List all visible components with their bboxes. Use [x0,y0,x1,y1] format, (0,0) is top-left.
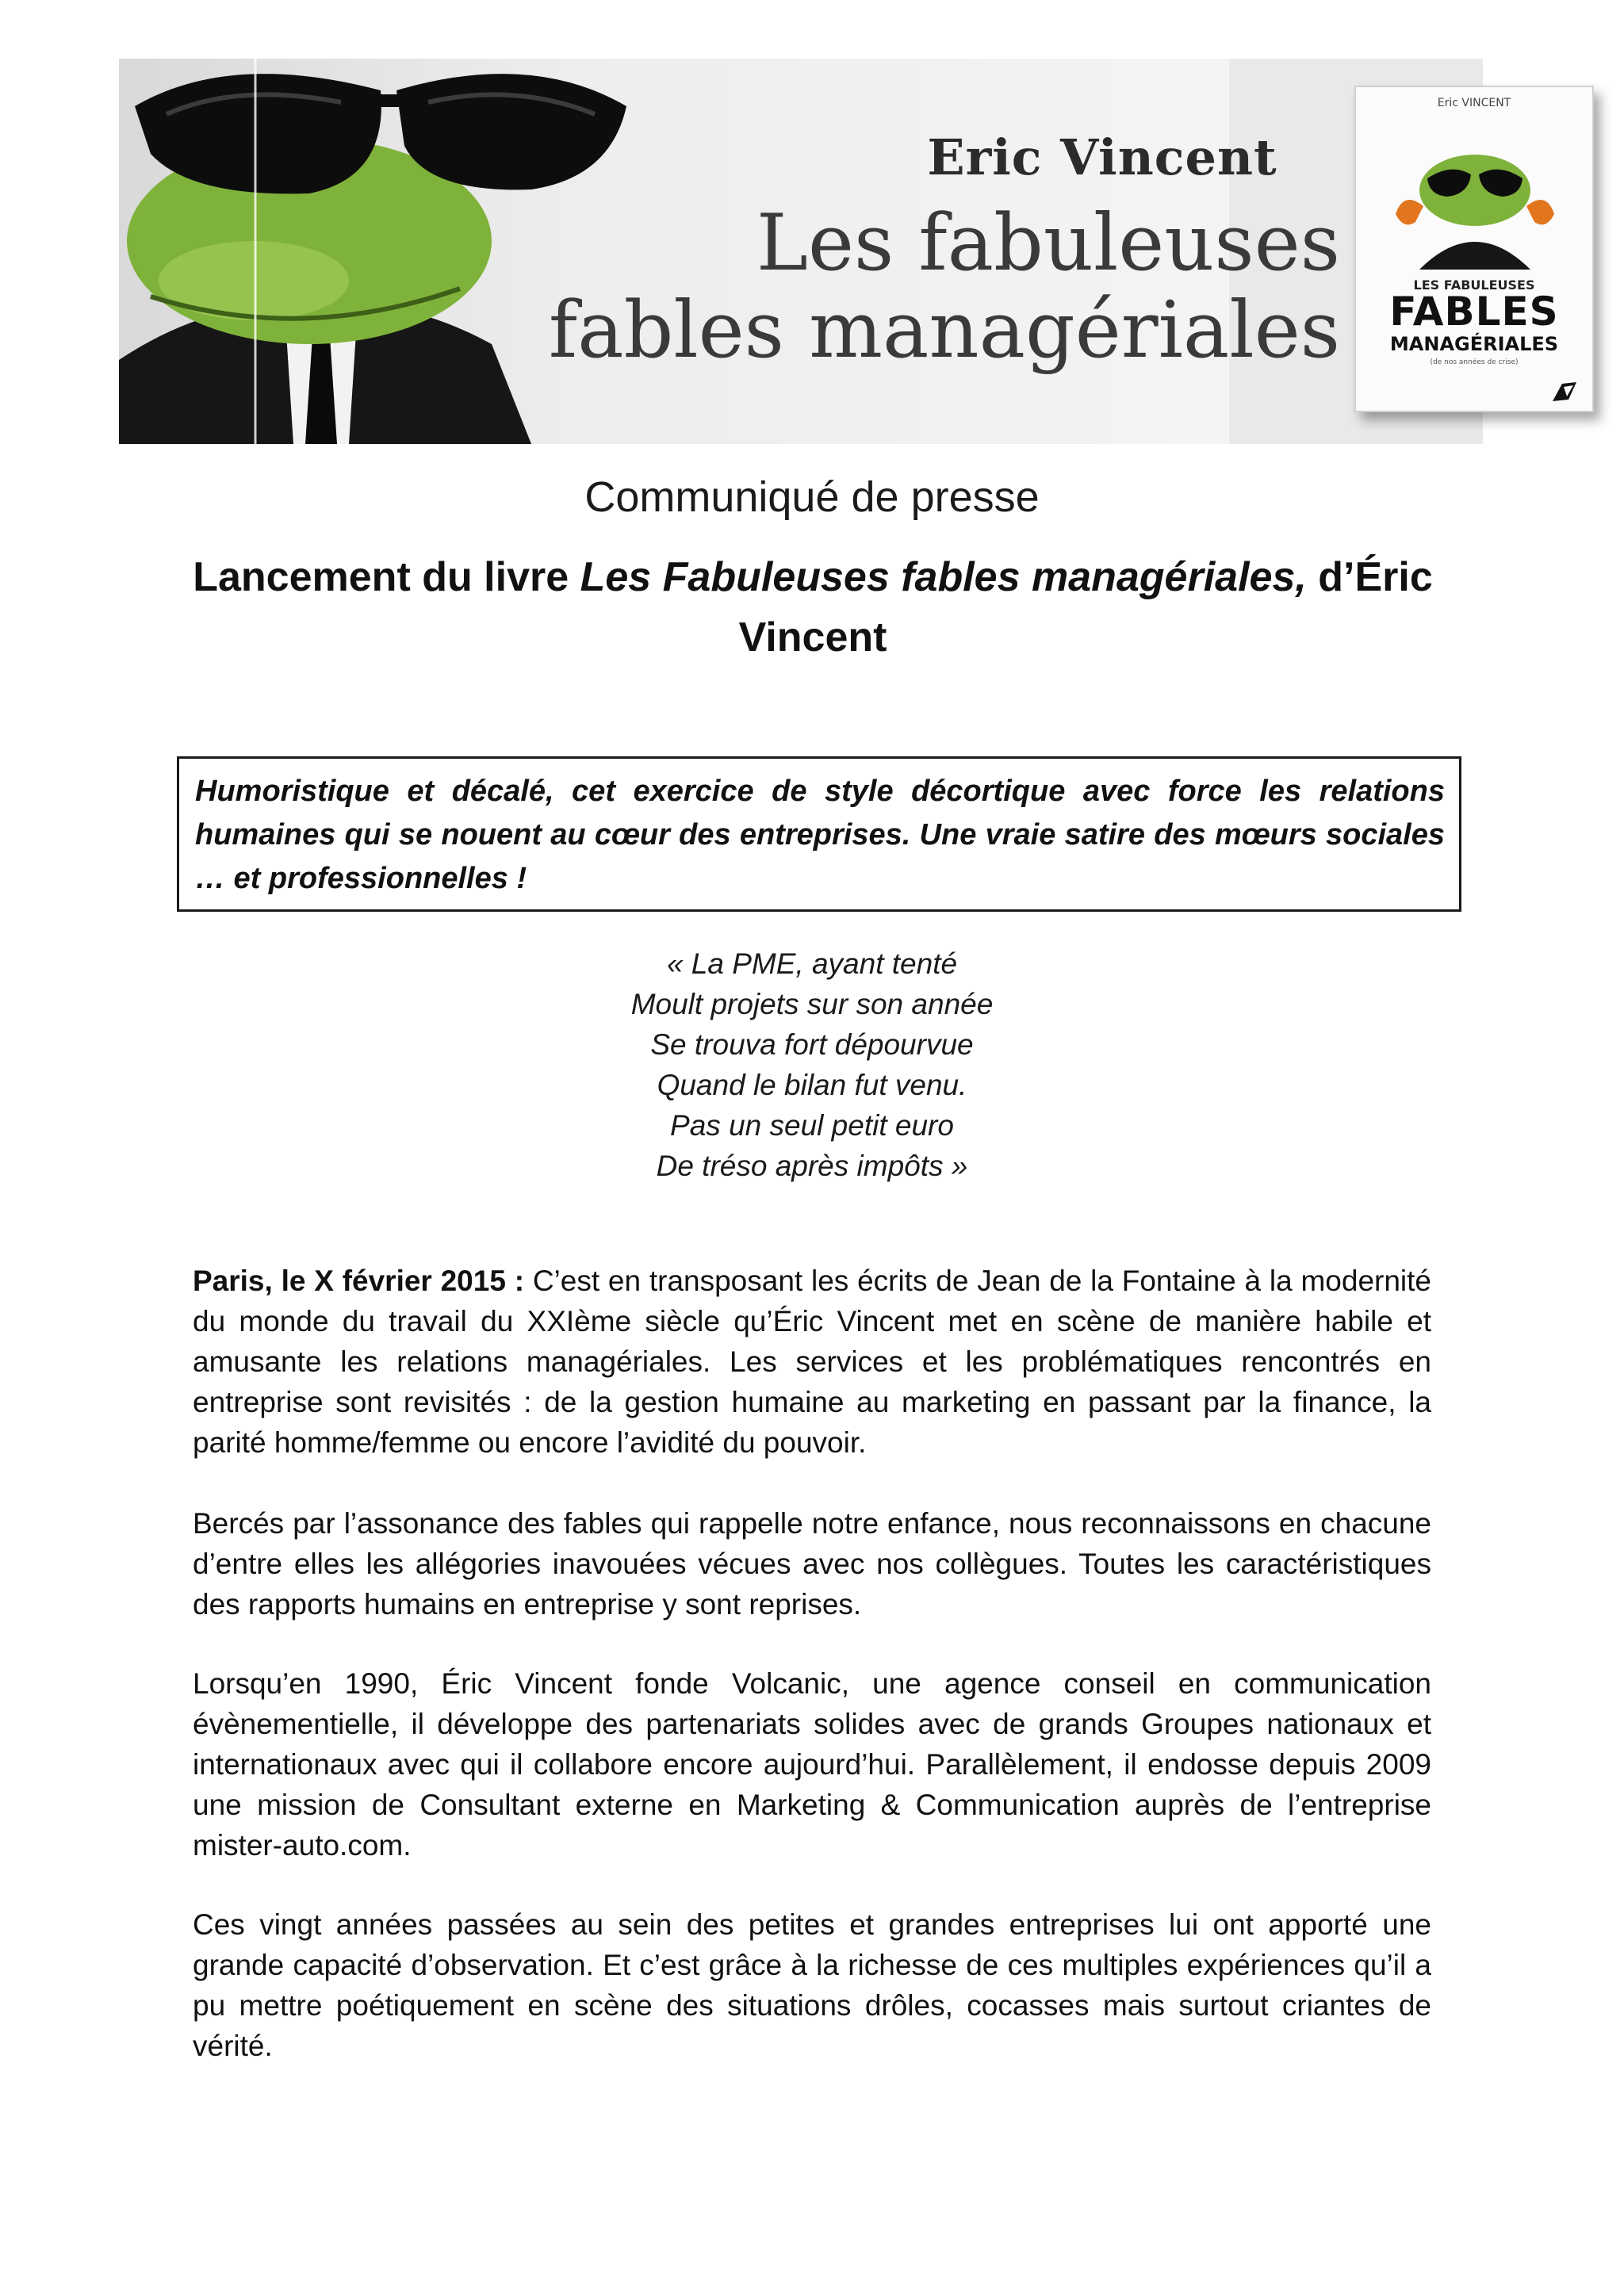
frog-with-sunglasses-illustration [119,59,690,444]
book-cover-image [1354,86,1594,412]
cover-author: Eric VINCENT [1437,97,1511,109]
banner-title-line-2: fables managériales [548,285,1340,376]
poem-line: Quand le bilan fut venu. [657,1069,967,1101]
headline [167,547,1459,668]
poem-line: Pas un seul petit euro [670,1109,954,1142]
cover-title-big: FABLES [1389,289,1559,335]
poem-excerpt [0,943,1624,1186]
lead-box [177,756,1461,912]
banner-author-name: Eric Vincent [927,128,1277,186]
right-claw-icon [1526,200,1554,224]
headline-book-title: Les Fabuleuses fables managériales, [580,554,1307,600]
poem-line: Se trouva fort dépourvue [650,1028,974,1061]
body-paragraph-2: Bercés par l’assonance des fables qui rappelle notre enfance, nous reconnaissons en chacune d’entre elles les allégories inavouées vécues avec nos collègues. Toutes les caractéristiques des rapports humains en entreprise y sont reprises. [193,1507,1431,1621]
left-claw-icon [1396,200,1423,224]
lead-text: Humoristique et décalé, cet exercice de style décortique avec force les relations humaines qui se nouent au cœur des entreprises. Une vraie satire des mœurs sociales … et professionnelles ! [195,775,1445,895]
body-paragraph-4: Ces vingt années passées au sein des petites et grandes entreprises lui ont apporté une grande capacité d’observation. Et c’est grâce à la richesse de ces multiples expériences qu’il a pu mettre poétiquement en scène des situations drôles, cocasses mais surtout criantes de vérité. [193,1908,1431,2062]
banner-title-line-1: Les fabuleuses [756,198,1340,289]
cover-title-mid: MANAGÉRIALES [1389,333,1559,355]
cover-title-small: LES FABULEUSES [1413,277,1535,293]
cover-subtitle: (de nos années de crise) [1430,358,1519,366]
cover-frog-illustration [1380,119,1570,270]
header-banner [119,59,1559,444]
body-paragraph-3: Lorsqu’en 1990, Éric Vincent fonde Volcanic, une agence conseil en communication évènementielle, il développe des partenariats solides avec de grands Groupes nationaux et internationaux avec qui il collabore encore aujourd’hui. Parallèlement, il endosse depuis 2009 une mission de Consultant externe en Marketing & Communication auprès de l’entreprise mister-auto.com. [193,1667,1431,1862]
body-paragraph-1 [193,1261,1431,1463]
poem-line: De tréso après impôts » [656,1150,968,1182]
dateline: Paris, le X février 2015 : [193,1265,525,1297]
body-paragraph-1-text: C’est en transposant les écrits de Jean de la Fontaine à la modernité du monde du travail du XXIème siècle qu’Éric Vincent met en scène de manière habile et amusante les relations managériales. Les services et les problématiques rencontrés en entreprise sont revisités : de la gestion humaine au marketing en passant par la finance, la parité homme/femme ou encore l’avidité du pouvoir. [193,1265,1431,1459]
publisher-logo-icon [1551,381,1578,403]
headline-prefix: Lancement du livre [193,554,580,600]
press-release-kicker: Communiqué de presse [584,473,1040,521]
poem-line: Moult projets sur son année [630,988,994,1020]
poem-line: « La PME, ayant tenté [666,947,958,980]
headline-suffix: d’Éric Vincent [738,554,1433,660]
